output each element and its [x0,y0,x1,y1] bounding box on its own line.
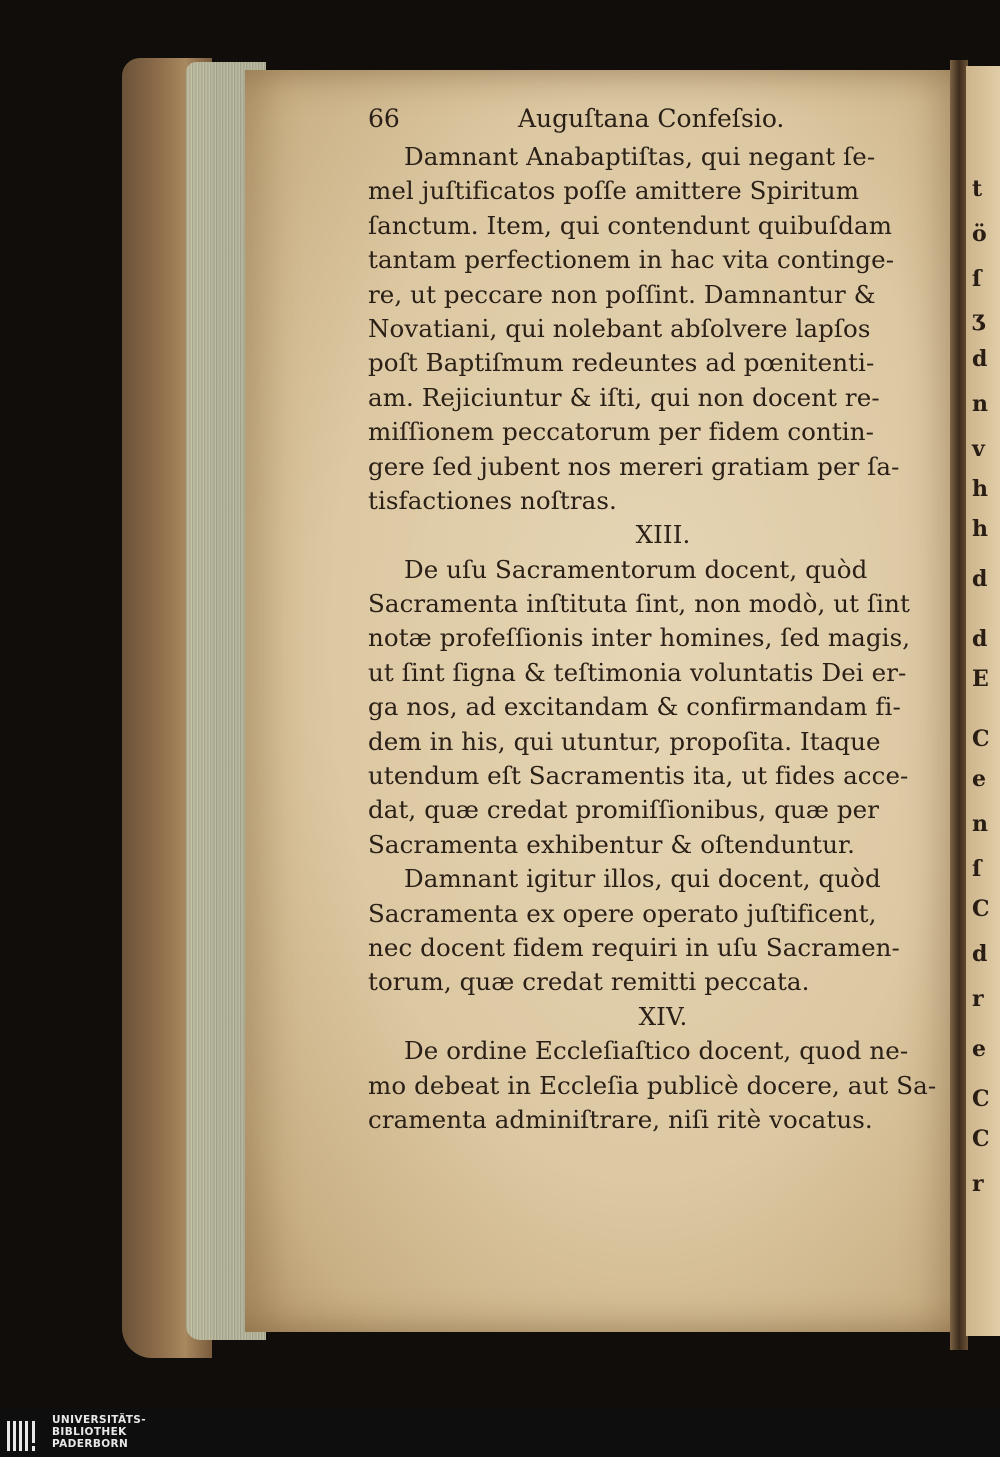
library-name-line1: UNIVERSITÄTS- [52,1414,147,1426]
text-line: torum, quæ credat remitti peccata. [368,967,810,997]
facing-page-glyph: C [972,1086,990,1112]
facing-page-glyph: t [972,176,983,202]
text-line: dat, quæ credat promiſſionibus, quæ per [368,795,880,825]
text-line: nec docent fidem requiri in uſu Sacramen- [368,932,900,962]
text-line: tantam perfectionem in hac vita continge- [368,245,895,275]
text-line: mel juſtificatos poſſe amittere Spiritum [368,176,860,206]
library-name-line2: BIBLIOTHEK [52,1426,127,1438]
facing-page-glyph: d [972,346,988,372]
text-line: De uſu Sacramentorum docent, quòd [404,554,868,584]
facing-page-glyph: n [972,391,988,417]
facing-page-glyph: d [972,626,988,652]
text-lines [368,140,958,1137]
text-line: cramenta adminiſtrare, niſi ritè vocatus. [368,1104,873,1134]
text-line: ſanctum. Item, qui contendunt quibuſdam [368,210,893,240]
facing-page-glyph: r [972,1171,984,1197]
facing-page-glyph: E [972,666,989,692]
facing-page-glyph: ſ [972,266,982,292]
facing-page-glyph: C [972,726,990,752]
library-footer [0,1407,1000,1457]
text-line: re, ut peccare non poſſint. Damnantur & [368,279,876,309]
text-line: dem in his, qui utuntur, propoſita. Itaque [368,726,881,756]
facing-page-fragment [966,66,1000,1336]
text-line: Novatiani, qui nolebant abſolvere lapſos [368,313,871,343]
running-title: Auguſtana Confeſsio. [518,104,785,133]
facing-page-glyph: r [972,986,984,1012]
text-line: Damnant igitur illos, qui docent, quòd [404,864,881,894]
library-name-line3: PADERBORN [52,1438,129,1450]
facing-page-glyph: d [972,941,988,967]
facing-page-glyph: n [972,811,988,837]
text-line: Sacramenta inſtituta ſint, non modò, ut ſint [368,589,910,619]
facing-page-glyph: v [972,436,985,462]
text-line: ut ſint ſigna & teſtimonia voluntatis Dei er- [368,657,907,687]
text-line: notæ profeſſionis inter homines, ſed magis, [368,623,911,653]
facing-page-glyph: e [972,1036,986,1062]
facing-page-glyph: ʒ [972,306,985,332]
text-line: mo debeat in Eccleſia publicè docere, aut Sa- [368,1070,937,1100]
text-line: Sacramenta exhibentur & oſtenduntur. [368,829,856,859]
library-name [52,1414,146,1450]
text-line: miſſionem peccatorum per fidem contin- [368,417,875,447]
text-line: De ordine Eccleſiaſtico docent, quod ne- [404,1036,909,1066]
text-line: Sacramenta ex opere operato juſtificent, [368,898,877,928]
text-line: am. Rejiciuntur & iſti, qui non docent re- [368,382,880,412]
facing-page-glyph: h [972,516,988,542]
facing-page-glyph: C [972,896,990,922]
page-number: 66 [368,104,400,133]
article-number: XIV. [638,1001,688,1031]
text-line: utendum eſt Sacramentis ita, ut fides acce- [368,761,909,791]
library-logo-icon [6,1415,46,1453]
text-line: Damnant Anabaptiſtas, qui negant ſe- [404,142,876,171]
text-line: ga nos, ad excitandam & confirmandam fi- [368,692,901,722]
facing-page-glyph: ſ [972,856,982,882]
text-line: poſt Baptiſmum redeuntes ad pœnitenti- [368,348,875,378]
facing-page-glyph: ö [972,221,987,247]
running-head [368,104,958,140]
facing-page-glyph: e [972,766,986,792]
facing-page-glyph: d [972,566,988,592]
text-line: gere ſed jubent nos mereri gratiam per ſa- [368,451,900,481]
page-text-block [368,104,958,1137]
facing-page-glyph: h [972,476,988,502]
article-number: XIII. [635,520,691,550]
text-line: tisfactiones noſtras. [368,485,617,515]
facing-page-glyph: C [972,1126,990,1152]
